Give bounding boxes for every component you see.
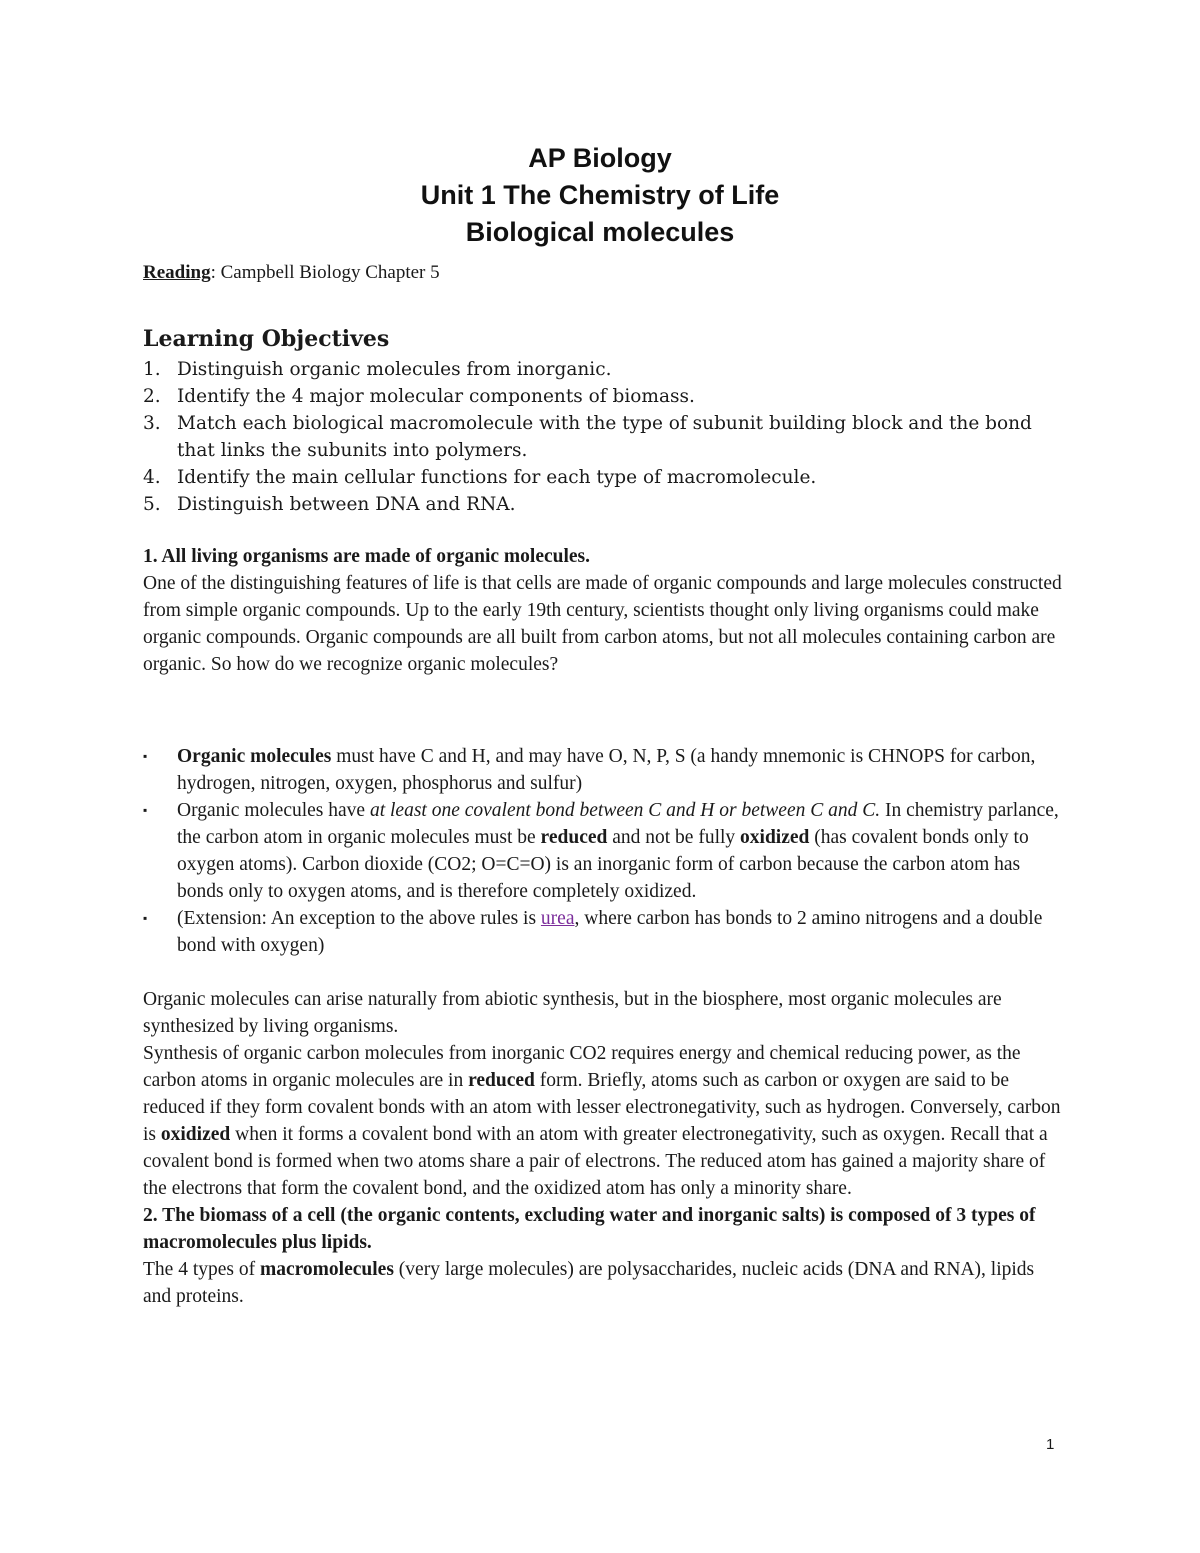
bold-term: Organic molecules [177, 746, 332, 767]
italic-text: at least one covalent bond between C and H or between C and C. [369, 800, 881, 821]
bullet-marker: ▪ [143, 911, 148, 925]
objective-text: Identify the main cellular functions for each type of macromolecule. [177, 467, 817, 488]
objective-number: 1. [143, 359, 161, 380]
bullet-item [143, 797, 1063, 905]
bullet-marker: ▪ [143, 749, 148, 763]
paragraph-text: The 4 types of [143, 1259, 260, 1280]
objective-number: 5. [143, 494, 161, 515]
course-title: AP Biology [528, 143, 672, 173]
bullet-text: Organic molecules have [177, 800, 370, 821]
bullet-text: In chemistry parlance, the carbon atom in organic molecules must be [177, 800, 1059, 848]
bullet-text: , where carbon has bonds to 2 amino nitrogens and a double bond with oxygen) [177, 908, 1043, 956]
bold-term: oxidized [740, 827, 810, 848]
section-2-heading: 2. The biomass of a cell (the organic contents, excluding water and inorganic salts) is composed of 3 types of macromolecules plus lipids. [143, 1205, 1036, 1253]
objective-text: Match each biological macromolecule with the type of subunit building block and the bond that links the subunits into polymers. [177, 413, 1032, 461]
bold-term: macromolecules [259, 1259, 394, 1280]
reading-text: : Campbell Biology Chapter 5 [210, 262, 440, 283]
organic-criteria-list [143, 743, 1063, 959]
bold-term: oxidized [160, 1124, 231, 1145]
objective-item [143, 464, 1063, 491]
reading-line [143, 262, 440, 284]
bullet-item [143, 905, 1063, 959]
bullet-text: (has covalent bonds only to oxygen atoms). Carbon dioxide (CO2; O=C=O) is an inorganic form of carbon because the carbon atom has bonds only to oxygen atoms, and is therefore completely oxidized. [177, 827, 1029, 902]
paragraph-text: form. Briefly, atoms such as carbon or oxygen are said to be reduced if they form covalent bonds with an atom with lesser electronegativity, such as hydrogen. Conversely, carbon is [143, 1070, 1061, 1145]
section-1-heading: 1. All living organisms are made of organic molecules. [143, 546, 591, 567]
unit-title: Unit 1 The Chemistry of Life [420, 180, 780, 210]
reading-label: Reading [143, 262, 211, 283]
objective-text: Identify the 4 major molecular components of biomass. [177, 386, 695, 407]
objective-item [143, 410, 1063, 464]
section-1-paragraph: One of the distinguishing features of life is that cells are made of organic compounds and large molecules constructed from simple organic compounds. Up to the early 19th century, scientists thought only living organisms could make organic compounds. Organic compounds are all built from carbon atoms, but not all molecules containing carbon are organic. So how do we recognize organic molecules? [143, 573, 1062, 675]
bullet-text: and not be fully [607, 827, 741, 848]
bold-term: reduced [468, 1070, 535, 1091]
bullet-text: (Extension: An exception to the above rules is [177, 908, 541, 929]
title-block [0, 140, 1200, 251]
page-number: 1 [1046, 1436, 1055, 1453]
objective-number: 3. [143, 413, 161, 434]
objective-text: Distinguish organic molecules from inorganic. [177, 359, 612, 380]
learning-objectives-list [143, 356, 1063, 518]
body-continued [143, 986, 1063, 1310]
objective-number: 4. [143, 467, 161, 488]
bullet-marker: ▪ [143, 803, 148, 817]
bullet-item [143, 743, 1063, 797]
objective-item [143, 383, 1063, 410]
objective-item [143, 491, 1063, 518]
paragraph-text: when it forms a covalent bond with an atom with greater electronegativity, such as oxygen. Recall that a covalent bond is formed when two atoms share a pair of electrons. The reduced atom has gained a majority share of the electrons that form the covalent bond, and the oxidized atom has only a minority share. [143, 1124, 1048, 1199]
paragraph-text: (very large molecules) are polysaccharides, nucleic acids (DNA and RNA), lipids and proteins. [143, 1259, 1035, 1307]
bullet-text: must have C and H, and may have O, N, P, S (a handy mnemonic is CHNOPS for carbon, hydrogen, nitrogen, oxygen, phosphorus and sulfur) [177, 746, 1036, 794]
paragraph-text: Synthesis of organic carbon molecules from inorganic CO2 requires energy and chemical reducing power, as the carbon atoms in organic molecules are in [143, 1043, 1021, 1091]
urea-link[interactable]: urea [540, 908, 575, 929]
objective-text: Distinguish between DNA and RNA. [177, 494, 516, 515]
objective-number: 2. [143, 386, 161, 407]
paragraph-synthesis [143, 1040, 1063, 1202]
bold-term: reduced [540, 827, 608, 848]
learning-objectives-heading: Learning Objectives [143, 326, 390, 352]
paragraph-abiotic: Organic molecules can arise naturally from abiotic synthesis, but in the biosphere, most organic molecules are synthesized by living organisms. [143, 989, 1002, 1037]
objective-item [143, 356, 1063, 383]
paragraph-macromolecules [143, 1256, 1063, 1310]
section-1 [143, 543, 1063, 678]
topic-title: Biological molecules [465, 217, 735, 247]
